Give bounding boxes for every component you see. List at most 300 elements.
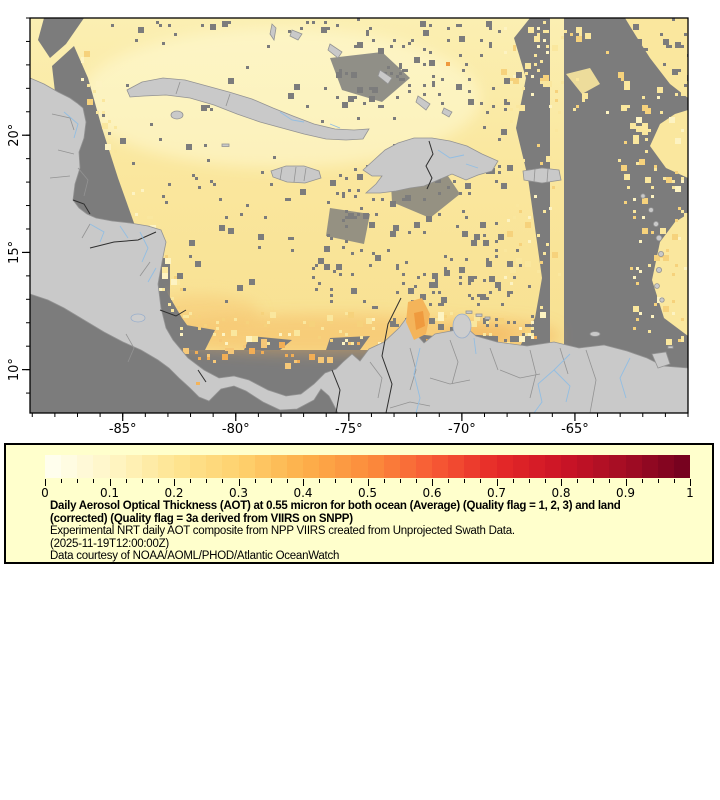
aot-speckle [618,159,621,162]
aot-speckle [657,294,660,297]
lon-tick-label: -70° [448,422,476,437]
aot-speckle [471,240,477,246]
aot-speckle [207,159,210,162]
aot-speckle [504,249,507,252]
aot-speckle [486,321,489,324]
aot-speckle [456,225,459,228]
colorbar-step [368,455,384,478]
aot-speckle [342,192,345,195]
aot-speckle [369,96,375,102]
aot-speckle [675,264,678,267]
aot-speckle [642,216,645,219]
aot-speckle [498,138,501,141]
aot-speckle [471,321,477,327]
aot-speckle [369,222,375,228]
aot-speckle [312,276,315,279]
aot-speckle [126,84,129,87]
aot-speckle [363,213,369,219]
aot-speckle [441,297,447,303]
lat-tick-label: 10° [7,358,22,382]
aot-speckle [507,99,510,102]
aot-speckle [381,105,384,108]
aot-speckle [405,195,411,201]
aot-speckle [537,27,540,30]
aot-speckle [198,186,201,189]
aot-speckle [357,174,363,180]
aot-speckle [678,237,681,240]
aot-speckle [474,234,480,240]
aot-speckle [114,150,117,153]
aot-speckle [624,81,630,87]
aot-speckle [429,51,432,54]
aot-speckle [213,360,216,363]
aot-speckle [654,87,657,90]
aot-speckle [345,225,348,228]
aot-speckle [288,93,294,99]
aot-speckle [498,318,504,324]
aot-speckle [171,297,174,300]
colorbar-minor-tick [222,479,223,483]
aot-speckle [504,108,507,111]
caption-title: Daily Aerosol Optical Thickness (AOT) at 0.55 micron for both ocean (Average) (Quality flag = 1, 2, 3) and land (corrected) (Quality flag = 3a derived from VIIRS on SNPP) [50,500,621,525]
aot-speckle [336,192,339,195]
aot-speckle [681,90,687,96]
aot-speckle [120,168,123,171]
aot-speckle [390,201,396,207]
aot-speckle [459,282,462,285]
aot-speckle [309,321,315,327]
aot-speckle [408,84,411,87]
aot-speckle [348,213,354,219]
aot-speckle [390,231,396,237]
aot-speckle [495,240,498,243]
aot-speckle [684,282,690,288]
aot-speckle [291,354,294,357]
aot-speckle [486,261,492,267]
aot-speckle [393,225,399,231]
aot-speckle [522,333,525,336]
aot-speckle [318,282,321,285]
aot-speckle [291,249,294,252]
colorbar-minor-tick [577,479,578,483]
colorbar-step [674,455,690,478]
aot-speckle [564,30,567,33]
aot-speckle [483,240,489,246]
aot-speckle [459,36,465,42]
legend-caption [50,500,680,563]
aot-speckle [87,84,90,87]
aot-speckle [528,216,531,219]
aot-speckle [330,294,333,297]
aot-speckle [549,207,552,210]
aot-speckle [432,81,435,84]
colorbar-major-tick [368,479,369,486]
aot-speckle [513,321,516,324]
aot-speckle [510,291,513,294]
aot-speckle [246,321,249,324]
aot-speckle [372,39,375,42]
colorbar-minor-tick [255,479,256,483]
aot-speckle [228,348,234,354]
aot-speckle [513,78,519,84]
colorbar-step [77,455,93,478]
aot-speckle [324,87,327,90]
colorbar-major-tick [110,479,111,486]
aot-speckle [627,105,630,108]
aot-speckle [345,333,348,336]
aot-speckle [462,210,465,213]
colorbar-step [416,455,432,478]
colorbar-minor-tick [400,479,401,483]
aot-speckle [639,312,642,315]
aot-speckle [621,78,624,81]
aot-speckle [141,189,144,192]
aot-speckle [441,78,444,81]
colorbar-step [126,455,142,478]
aot-speckle [261,342,267,348]
aot-speckle [519,105,525,111]
aot-speckle [210,24,216,30]
aot-speckle [396,291,399,294]
aot-speckle [447,39,450,42]
aot-speckle [204,144,207,147]
aot-speckle [504,339,507,342]
aot-speckle [300,189,306,195]
aot-speckle [357,189,360,192]
aot-speckle [183,288,186,291]
aot-speckle [654,279,657,282]
aot-speckle [633,276,636,279]
aot-speckle [102,114,105,117]
aot-speckle [498,288,501,291]
colorbar-major-tick [303,479,304,486]
aot-speckle [345,177,348,180]
aot-speckle [393,39,396,42]
aot-speckle [624,174,630,180]
aot-speckle [534,63,537,66]
aot-speckle [543,30,546,33]
aot-speckle [324,246,330,252]
aot-speckle [543,210,546,213]
aot-speckle [237,285,243,291]
aot-speckle [498,171,501,174]
colorbar-tick-label: 0.4 [293,486,313,500]
aot-speckle [174,33,177,36]
aot-speckle [672,180,675,183]
aot-speckle [408,90,411,93]
colorbar-step [497,455,513,478]
aot-speckle [459,267,465,273]
aot-speckle [501,129,507,135]
aot-speckle [321,120,324,123]
aot-speckle [162,195,165,198]
aot-speckle [516,249,519,252]
aot-speckle [225,300,228,303]
colorbar-step [593,455,609,478]
colorbar-tick-label: 0.6 [422,486,442,500]
aot-speckle [387,66,390,69]
aot-speckle [546,30,549,33]
aot-speckle [678,156,681,159]
aot-speckle [654,168,657,171]
aot-speckle [327,315,333,321]
aot-speckle [201,24,204,27]
aot-speckle [645,177,651,183]
aot-speckle [279,342,285,348]
aot-speckle [426,216,432,222]
aot-speckle [555,99,558,102]
aot-speckle [102,123,108,129]
aot-speckle [414,285,417,288]
aot-speckle [648,330,651,333]
aot-speckle [246,204,249,207]
colorbar-major-tick [239,479,240,486]
lon-tick-label: -80° [221,422,250,437]
aot-speckle [288,30,291,33]
aot-speckle [507,186,510,189]
colorbar-minor-tick [384,479,385,483]
aot-speckle [537,270,540,273]
aot-speckle [183,315,186,318]
aot-speckle [330,288,333,291]
aot-speckle [516,72,522,78]
aot-speckle [438,93,441,96]
aot-speckle [507,291,510,294]
aot-speckle [330,180,336,186]
aot-speckle [150,123,153,126]
aot-speckle [663,306,669,312]
aot-speckle [402,45,405,48]
aot-speckle [345,312,348,315]
aot-speckle [108,132,111,135]
aot-speckle [423,273,426,276]
aot-speckle [669,276,672,279]
aot-speckle [642,96,645,99]
aot-speckle [537,234,540,237]
aot-speckle [441,303,444,306]
lat-tick-label: 20° [7,123,22,147]
aot-speckle [681,180,684,183]
aot-speckle [525,261,531,267]
aot-speckle [273,156,276,159]
aot-speckle [636,162,639,165]
aot-speckle [642,129,648,135]
aot-speckle [108,120,111,123]
aot-speckle [525,72,528,75]
aot-speckle [495,282,501,288]
colorbar-step [158,455,174,478]
aot-speckle [246,66,249,69]
aot-speckle [657,96,660,99]
aot-speckle [669,117,675,123]
aot-speckle [189,312,192,315]
aot-speckle [372,87,378,93]
aot-speckle [429,282,435,288]
colorbar-step [480,455,496,478]
aot-speckle [357,87,363,93]
aot-speckle [576,78,579,81]
aot-speckle [678,339,681,342]
aot-speckle [369,87,372,90]
aot-speckle [519,327,522,330]
aot-speckle [483,279,486,282]
aot-speckle [540,60,543,63]
aot-speckle [642,198,648,204]
aot-speckle [681,318,684,321]
aot-speckle [636,282,639,285]
aot-speckle [633,216,636,219]
aot-speckle [663,177,666,180]
aot-speckle [201,105,207,111]
colorbar-step [61,455,77,478]
aot-speckle [498,234,504,240]
aot-speckle [207,357,210,360]
aot-speckle [300,27,303,30]
aot-speckle [642,123,648,129]
aot-speckle [285,198,288,201]
aot-speckle [405,69,408,72]
aot-speckle [555,129,558,132]
aot-speckle [159,138,162,141]
aot-speckle [408,42,411,45]
aot-speckle [441,102,444,105]
aot-speckle [495,318,498,321]
aot-speckle [681,210,684,213]
aot-speckle [651,195,654,198]
aot-speckle [180,333,183,336]
aot-speckle [465,63,468,66]
aot-speckle [351,288,357,294]
aot-speckle [576,27,582,33]
aot-speckle [537,144,540,147]
aot-speckle [336,24,339,27]
aot-speckle [204,324,207,327]
aot-speckle [435,279,438,282]
colorbar-minor-tick [674,479,675,483]
aot-speckle [519,210,522,213]
aot-speckle [402,282,405,285]
aot-speckle [498,165,501,168]
aot-speckle [366,30,369,33]
aot-speckle [93,153,96,156]
aot-speckle [519,243,522,246]
aot-speckle [327,234,330,237]
aot-speckle [213,333,216,336]
aot-speckle [438,192,441,195]
aot-speckle [369,27,372,30]
aot-speckle [219,339,222,342]
aot-speckle [186,315,189,318]
colorbar-minor-tick [61,479,62,483]
aot-speckle [639,63,645,69]
aot-speckle [342,195,345,198]
aot-speckle [663,63,666,66]
aot-speckle [495,222,498,225]
aot-speckle [312,267,315,270]
aot-speckle [198,357,201,360]
aot-speckle [654,303,657,306]
aot-speckle [423,93,426,96]
aot-speckle [537,33,540,36]
aot-speckle [633,306,639,312]
aot-speckle [636,126,642,132]
aot-speckle [465,183,471,189]
aot-speckle [459,54,462,57]
aot-speckle [552,252,558,258]
caption-line2: Experimental NRT daily AOT composite from NPP VIIRS created from Unprojected Swath Data. [50,525,515,538]
colorbar-step [335,455,351,478]
colorbar-minor-tick [126,479,127,483]
aot-speckle [522,87,525,90]
aot-speckle [681,336,684,339]
colorbar-minor-tick [416,479,417,483]
aot-speckle [681,114,684,117]
aot-speckle [267,45,270,48]
aot-speckle [666,249,669,252]
aot-speckle [510,336,516,342]
aot-speckle [495,324,498,327]
aot-speckle [357,42,363,48]
aot-speckle [576,36,582,42]
aot-speckle [135,213,138,216]
aot-speckle [468,294,471,297]
aot-speckle [192,174,195,177]
aot-speckle [648,129,651,132]
aot-speckle [438,324,444,330]
aot-speckle [534,54,537,57]
aot-speckle [546,45,549,48]
colorbar-step [642,455,658,478]
colorbar-step [287,455,303,478]
aot-speckle [486,258,489,261]
aot-speckle [648,84,651,87]
aot-speckle [210,180,213,183]
aot-speckle [462,69,465,72]
aot-speckle [480,54,483,57]
aot-speckle [468,99,474,105]
aot-speckle [120,165,123,168]
aot-speckle [171,309,174,312]
aot-speckle [633,36,636,39]
aot-speckle [333,270,336,273]
aot-speckle [114,126,117,129]
colorbar-step [448,455,464,478]
aot-speckle [330,339,333,342]
aot-speckle [261,351,264,354]
aot-speckle [105,192,111,198]
aot-speckle [270,183,273,186]
aot-speckle [315,264,318,267]
colorbar-step [626,455,642,478]
aot-speckle [360,336,363,339]
aot-speckle [639,240,642,243]
colorbar-step [513,455,529,478]
aot-speckle [216,327,219,330]
aot-speckle [504,51,507,54]
colorbar-major-tick [174,479,175,486]
aot-speckle [579,33,582,36]
aot-speckle [480,294,486,300]
aot-speckle [267,321,270,324]
aot-speckle [438,312,444,318]
aot-speckle [678,69,681,72]
aot-speckle [486,111,489,114]
aot-speckle [180,288,183,291]
aot-speckle [423,63,426,66]
aot-speckle [510,108,513,111]
aot-speckle [630,123,636,129]
aot-speckle [270,312,276,318]
